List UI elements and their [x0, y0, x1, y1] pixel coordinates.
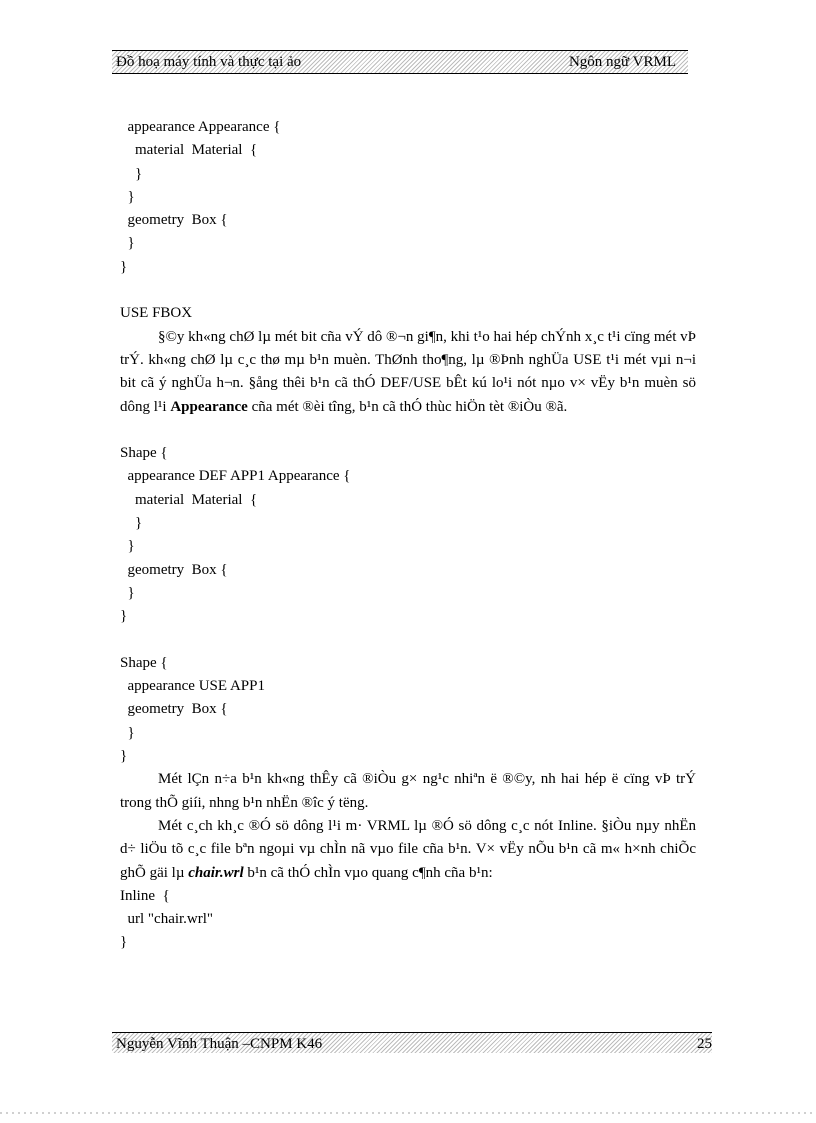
code-line: geometry Box { — [120, 212, 228, 229]
page-body — [120, 116, 696, 955]
paragraph-text: §©y kh«ng chØ lµ mét bit cña vÝ dô ®¬n gi¶n, khi t¹o hai hép chÝnh x¸c t¹i cïng mét vÞ trÝ. kh«ng chØ lµ c¸c thø mµ b¹n muèn. ThØnh tho¶ng, lµ ®Þnh nghÜa USE t¹i mét vµi n¬i bit cã ý nghÜa h¬n. §ång thêi b¹n cã thÓ DEF/USE bÊt kú lo¹i nót nµo v× vËy b¹n muèn sö dông l¹i — [120, 328, 696, 415]
code-line: } — [120, 515, 143, 532]
code-line: } — [120, 608, 128, 625]
code-line: Inline { — [120, 887, 170, 904]
code-line: url "chair.wrl" — [120, 911, 214, 928]
header-title: Đồ hoạ máy tính và thực tại ảo — [116, 54, 302, 70]
code-line: geometry Box { — [120, 701, 228, 718]
code-block-1 — [120, 116, 696, 279]
bold-term: Appearance — [170, 398, 248, 415]
bottom-dotted-border — [0, 1112, 816, 1114]
paragraph-3 — [120, 815, 696, 885]
paragraph-2: Mét lÇn n÷a b¹n kh«ng thÊy cã ®iÒu g× ng¹c nhiªn ë ®©y, nh hai hép ë cïng vÞ trÝ trong thÕ giíi, nhng b¹n nhËn ®îc ý tëng. — [120, 771, 696, 811]
code-block-2 — [120, 442, 696, 628]
code-line: } — [120, 538, 135, 555]
use-statement: USE FBOX — [120, 305, 193, 322]
paragraph-text: Mét c¸ch kh¸c ®Ó sö dông l¹i m· VRML lµ ®Ó sö dông c¸c nót Inline. §iÒu nµy nhËn d÷ liÖu tõ c¸c file bªn ngoµi vµ chÌn nã vµo file cña b¹n. V× vËy nÕu b¹n cã m« h×nh chiÕc ghÕ gäi lµ — [120, 817, 696, 881]
header-section: Ngôn ngữ VRML — [568, 54, 676, 70]
footer-author: Nguyễn Vĩnh Thuận –CNPM K46 — [116, 1036, 323, 1052]
page-header — [112, 50, 688, 74]
code-line: material Material { — [120, 142, 258, 159]
code-block-3 — [120, 652, 696, 768]
code-line: Shape { — [120, 445, 168, 462]
page-number: 25 — [697, 1036, 712, 1052]
code-line: appearance USE APP1 — [120, 678, 265, 695]
code-line: } — [120, 584, 135, 601]
file-name: chair.wrl — [188, 864, 244, 881]
code-line: } — [120, 235, 135, 252]
code-line: geometry Box { — [120, 561, 228, 578]
code-line: material Material { — [120, 491, 258, 508]
paragraph-1 — [120, 326, 696, 419]
code-line: } — [120, 165, 143, 182]
code-line: appearance Appearance { — [120, 119, 281, 135]
code-line: Shape { — [120, 654, 168, 671]
code-line: } — [120, 748, 128, 765]
code-line: } — [120, 934, 128, 951]
code-line: appearance DEF APP1 Appearance { — [120, 468, 351, 485]
paragraph-text: b¹n cã thÓ chÌn vµo quang c¶nh cña b¹n: — [243, 864, 493, 881]
code-line: } — [120, 188, 135, 205]
code-line: } — [120, 724, 135, 741]
code-block-4 — [120, 885, 696, 955]
code-line: } — [120, 258, 128, 275]
paragraph-text: cña mét ®èi tîng, b¹n cã thÓ thùc hiÖn tèt ®iÒu ®ã. — [247, 398, 568, 415]
page-footer — [112, 1032, 712, 1053]
